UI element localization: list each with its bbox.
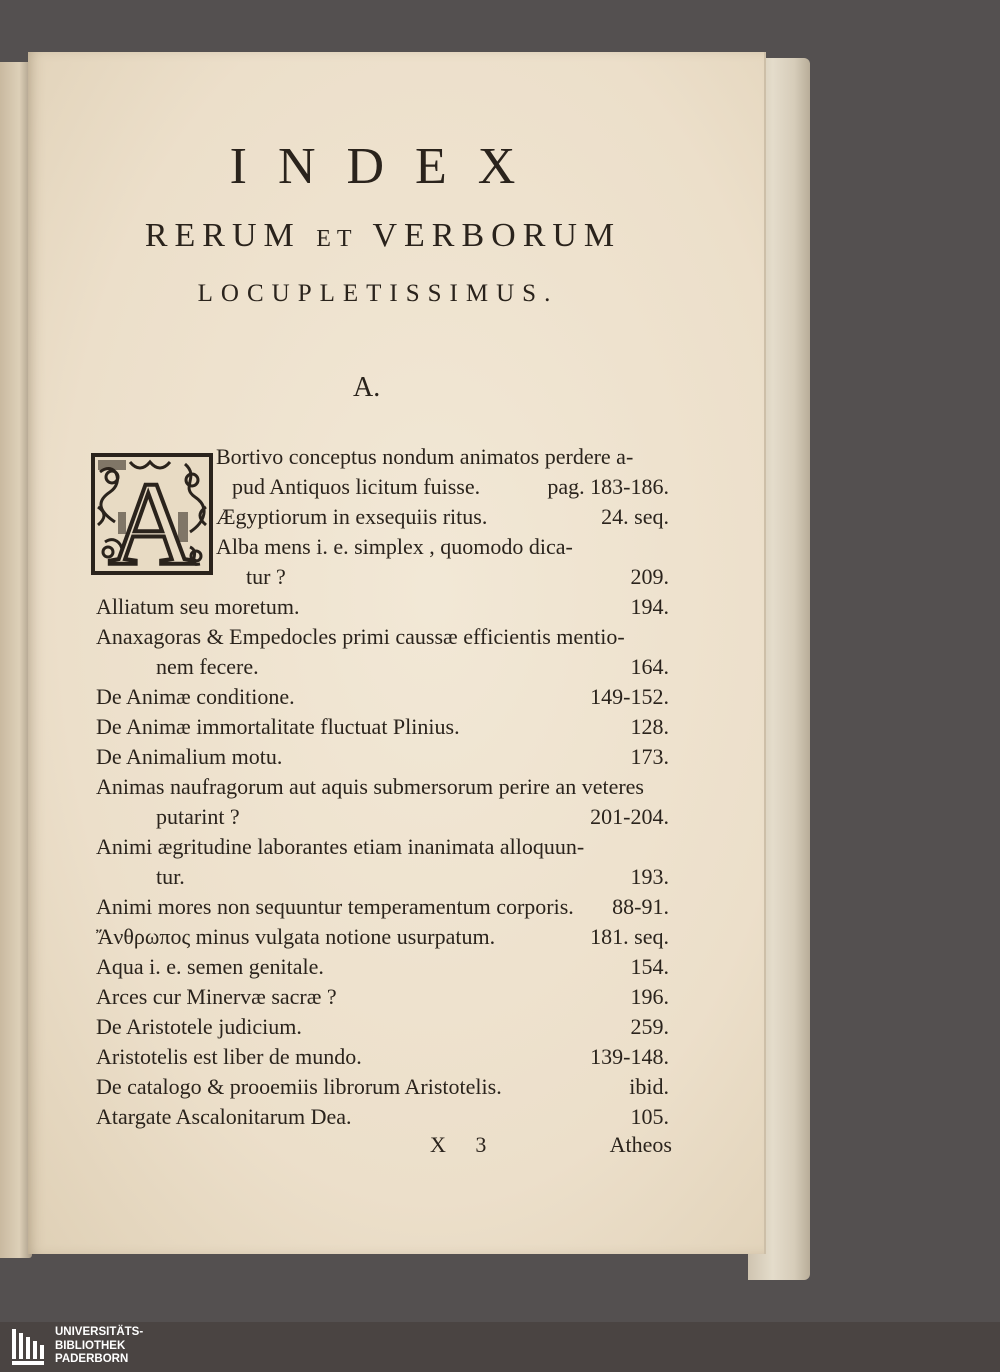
index-line [96,592,669,622]
entry-page: 209. [630,564,669,589]
index-line [216,442,669,472]
entry-text: De Animæ immortalitate fluctuat Plinius. [96,714,460,739]
entry-page: 196. [630,984,669,1009]
entry-text: putarint ? [156,804,240,829]
entry-page: 193. [630,864,669,889]
index-line [216,472,669,502]
index-line [96,622,669,652]
entry-page: 259. [630,1014,669,1039]
entry-text: De Aristotele judicium. [96,1014,302,1039]
section-letter: A. [353,372,381,403]
index-line [96,1102,669,1132]
entry-text: De Animalium motu. [96,744,283,769]
index-entries [28,52,764,1152]
entry-text: Bortivo conceptus nondum animatos perdere a- [216,444,634,469]
library-name [55,1326,143,1367]
entry-text: De catalogo & prooemiis librorum Aristotelis. [96,1074,502,1099]
entry-page: 24. seq. [601,504,669,529]
entry-text: Anaxagoras & Empedocles primi caussæ efficientis mentio- [96,624,625,649]
index-line [96,712,669,742]
index-subheading-2: LOCUPLETISSIMUS. [197,280,559,307]
library-logo-icon [12,1329,44,1365]
index-line [216,502,669,532]
index-line [96,742,669,772]
subheading-verborum: VERBORUM [372,217,622,254]
index-line [156,862,669,892]
index-line [246,562,669,592]
library-name-line-3: PADERBORN [55,1353,129,1365]
library-name-line-2: BIBLIOTHEK [55,1339,126,1352]
signature-mark: X 3 [430,1132,499,1157]
entry-text: Arces cur Minervæ sacræ ? [96,984,337,1009]
entry-text: Animas naufragorum aut aquis submersorum perire an veteres [96,774,644,799]
entry-page: ibid. [629,1074,669,1099]
index-line [96,682,669,712]
index-line [96,892,669,922]
catchword: Atheos [609,1132,672,1157]
entry-text: Atargate Ascalonitarum Dea. [96,1104,352,1129]
drop-cap-letter: A [108,457,196,576]
entry-text: Animi ægritudine laborantes etiam inanimata alloquun- [96,834,585,859]
index-heading: INDEX [229,138,547,195]
entry-page: 149-152. [590,684,669,709]
entry-page: 181. seq. [590,924,669,949]
entry-page: 164. [630,654,669,679]
entry-page: 173. [630,744,669,769]
entry-page: 201-204. [590,804,669,829]
entry-page: 139-148. [590,1044,669,1069]
index-line [156,802,669,832]
index-line [96,1042,669,1072]
index-line [96,1072,669,1102]
subheading-et: ET [316,226,358,252]
index-line [96,772,669,802]
index-line [96,952,669,982]
index-line [96,922,669,952]
entry-page: pag. 183-186. [547,474,669,499]
index-line [96,832,669,862]
entry-page: 105. [630,1104,669,1129]
entry-page: 128. [630,714,669,739]
entry-text: pud Antiquos licitum fuisse. [232,474,481,499]
entry-text: tur. [156,864,185,889]
entry-text: Animi mores non sequuntur temperamentum corporis. [96,894,574,919]
entry-text: Aristotelis est liber de mundo. [96,1044,362,1069]
entry-text: Ἄνθρωπος minus vulgata notione usurpatum. [96,924,496,949]
library-stamp [0,1322,1000,1372]
index-line [216,532,669,562]
index-line [96,982,669,1012]
entry-text: De Animæ conditione. [96,684,295,709]
entry-text: Ægyptiorum in exsequiis ritus. [216,504,488,529]
index-line [156,652,669,682]
entry-page: 194. [630,594,669,619]
book-page [28,52,766,1254]
library-name-line-1: UNIVERSITÄTS- [55,1326,144,1338]
entry-text: nem fecere. [156,654,259,679]
entry-text: Alba mens i. e. simplex , quomodo dica- [216,534,573,559]
entry-text: Alliatum seu moretum. [96,594,300,619]
index-line [96,1012,669,1042]
subheading-rerum: RERUM [144,217,301,254]
page-footer [28,1132,764,1164]
entry-text: tur ? [246,564,286,589]
entry-text: Aqua i. e. semen genitale. [96,954,324,979]
entry-page: 154. [630,954,669,979]
entry-page: 88-91. [612,894,669,919]
